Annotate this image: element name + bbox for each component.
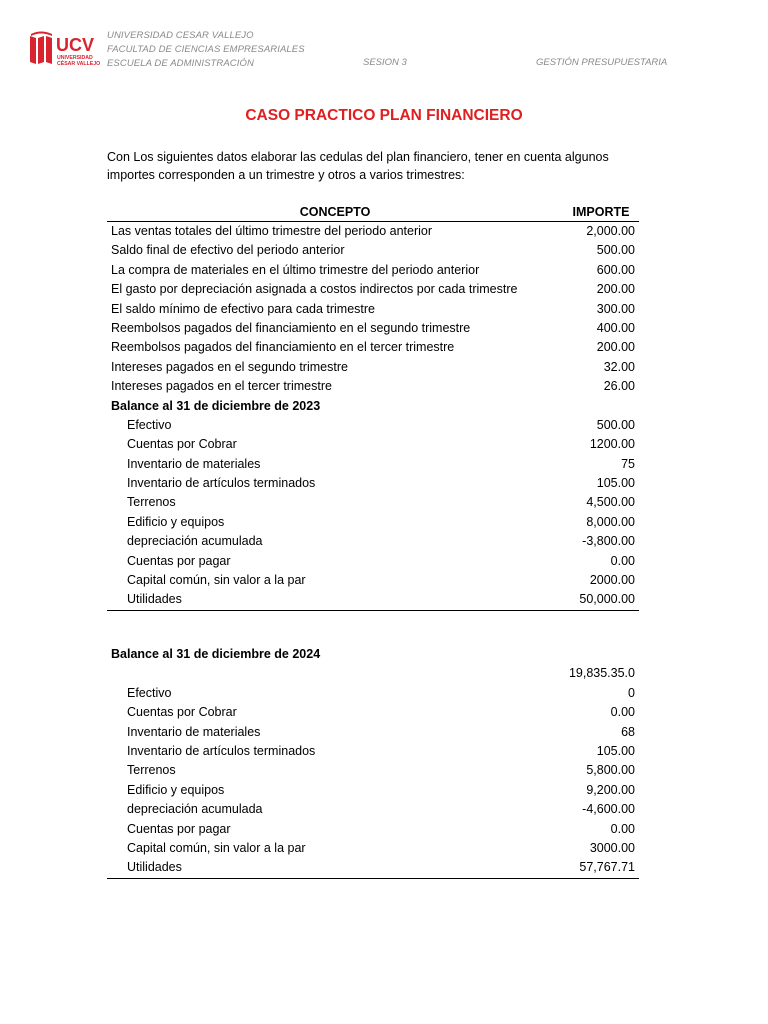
table-row: [107, 377, 639, 396]
table-row: [107, 241, 639, 260]
row-concept: Edificio y equipos: [127, 782, 225, 797]
row-amount: 2,000.00: [586, 224, 635, 238]
intro-paragraph: [107, 148, 647, 184]
ucv-logo: [28, 30, 103, 70]
row-concept: Terrenos: [127, 495, 176, 510]
table-row: [107, 513, 639, 532]
page-header: [0, 0, 768, 80]
balance-2024-heading: Balance al 31 de diciembre de 2024: [111, 647, 321, 661]
row-amount: 0.00: [610, 553, 635, 568]
table-row: [107, 416, 639, 435]
table-row: [107, 761, 639, 780]
header-faculty: FACULTAD DE CIENCIAS EMPRESARIALES: [107, 44, 305, 55]
table-row: [107, 300, 639, 319]
row-concept: Reembolsos pagados del financiamiento en el tercer trimestre: [111, 340, 455, 355]
table-row: [107, 839, 639, 858]
row-concept: Edificio y equipos: [127, 514, 225, 529]
row-concept: Las ventas totales del último trimestre del periodo anterior: [111, 224, 432, 238]
row-concept: Inventario de materiales: [127, 724, 261, 739]
header-session: SESION 3: [363, 57, 407, 68]
intro-line-2: importes corresponden a un trimestre y otros a varios trimestres:: [107, 168, 465, 182]
row-concept: Utilidades: [127, 592, 182, 607]
table-row: [107, 781, 639, 800]
table-row: [107, 571, 639, 590]
table-row: [107, 222, 639, 241]
balance-2024-body: [107, 684, 639, 879]
table-row: [107, 723, 639, 742]
row-concept: Reembolsos pagados del financiamiento en el segundo trimestre: [111, 320, 471, 335]
row-amount: 2000.00: [589, 573, 635, 588]
table-header: [107, 204, 639, 222]
logo-sub2: CÉSAR VALLEJO: [57, 61, 101, 67]
table-row: [107, 338, 639, 357]
row-amount: 0: [628, 685, 635, 700]
balance-2024-top-value: 19,835.35.0: [568, 666, 635, 681]
table-row: [107, 435, 639, 454]
row-concept: depreciación acumulada: [127, 534, 263, 549]
row-concept: Capital común, sin valor a la par: [127, 573, 306, 588]
row-concept: Cuentas por Cobrar: [127, 437, 237, 452]
table-row: [107, 358, 639, 377]
row-amount: -3,800.00: [582, 534, 635, 549]
header-institution: [107, 29, 305, 71]
table-body: [107, 222, 639, 397]
balance-2023-heading: Balance al 31 de diciembre de 2023: [111, 398, 321, 413]
table-row: [107, 800, 639, 819]
row-amount: 50,000.00: [579, 592, 635, 607]
row-amount: 57,767.71: [579, 860, 635, 875]
table-row: [107, 474, 639, 493]
table-row: [107, 590, 639, 609]
row-amount: 400.00: [596, 320, 635, 335]
table-row: [107, 261, 639, 280]
table-row: [107, 684, 639, 703]
column-header-concept: CONCEPTO: [299, 205, 371, 219]
row-amount: 600.00: [596, 262, 635, 277]
row-amount: 32.00: [603, 359, 635, 374]
row-concept: depreciación acumulada: [127, 802, 263, 817]
header-course: GESTIÓN PRESUPUESTARIA: [536, 57, 668, 68]
row-concept: El gasto por depreciación asignada a costos indirectos por cada trimestre: [111, 282, 518, 297]
column-header-amount: IMPORTE: [572, 205, 630, 219]
row-concept: Efectivo: [127, 685, 172, 700]
intro-line-1: Con Los siguientes datos elaborar las cedulas del plan financiero, tener en cuenta algunos: [107, 150, 609, 164]
table-row: [107, 455, 639, 474]
row-amount: 200.00: [596, 340, 635, 355]
page-title: CASO PRACTICO PLAN FINANCIERO: [245, 107, 523, 124]
row-amount: 8,000.00: [586, 514, 635, 529]
header-university: UNIVERSIDAD CESAR VALLEJO: [107, 30, 254, 41]
concept-table: [107, 204, 639, 611]
table-row: [107, 552, 639, 571]
balance-2023-heading-row: [107, 397, 639, 416]
logo-text: UCV: [56, 35, 95, 55]
row-amount: 68: [621, 724, 635, 739]
row-concept: Efectivo: [127, 417, 172, 432]
row-amount: 9,200.00: [586, 782, 635, 797]
row-concept: La compra de materiales en el último trimestre del periodo anterior: [111, 262, 480, 277]
row-concept: Cuentas por pagar: [127, 553, 231, 568]
row-concept: El saldo mínimo de efectivo para cada trimestre: [111, 301, 376, 316]
table-row: [107, 280, 639, 299]
table-row: [107, 858, 639, 877]
table-row: [107, 493, 639, 512]
row-amount: 200.00: [596, 282, 635, 297]
row-amount: 105.00: [596, 743, 635, 758]
row-concept: Inventario de artículos terminados: [127, 476, 316, 491]
row-concept: Inventario de artículos terminados: [127, 743, 316, 758]
row-concept: Capital común, sin valor a la par: [127, 840, 306, 855]
balance-2023-body: [107, 416, 639, 611]
row-amount: 0.00: [610, 821, 635, 836]
table-row: [107, 319, 639, 338]
row-concept: Inventario de materiales: [127, 456, 261, 471]
balance-2024-top-value-row: [107, 664, 639, 683]
row-concept: Utilidades: [127, 860, 182, 875]
row-concept: Terrenos: [127, 763, 176, 778]
row-concept: Saldo final de efectivo del periodo anterior: [111, 243, 345, 258]
row-amount: 0.00: [610, 705, 635, 720]
row-amount: 3000.00: [589, 840, 635, 855]
table-row: [107, 532, 639, 551]
row-concept: Cuentas por pagar: [127, 821, 231, 836]
row-amount: 500.00: [596, 417, 635, 432]
row-amount: 300.00: [596, 301, 635, 316]
balance-2024-table: [107, 645, 639, 879]
row-concept: Intereses pagados en el tercer trimestre: [111, 379, 332, 394]
row-amount: 500.00: [596, 243, 635, 258]
row-amount: 75: [621, 456, 635, 471]
table-row: [107, 820, 639, 839]
row-amount: 5,800.00: [586, 763, 635, 778]
balance-2024-heading-row: [107, 645, 639, 664]
row-amount: 26.00: [603, 379, 635, 394]
row-amount: 4,500.00: [586, 495, 635, 510]
row-amount: -4,600.00: [582, 802, 635, 817]
table-row: [107, 742, 639, 761]
row-concept: Cuentas por Cobrar: [127, 705, 237, 720]
header-school: ESCUELA DE ADMINISTRACIÓN: [107, 58, 254, 69]
row-concept: Intereses pagados en el segundo trimestre: [111, 359, 348, 374]
row-amount: 105.00: [596, 476, 635, 491]
logo-sub1: UNIVERSIDAD: [57, 55, 93, 61]
table-row: [107, 703, 639, 722]
row-amount: 1200.00: [589, 437, 635, 452]
